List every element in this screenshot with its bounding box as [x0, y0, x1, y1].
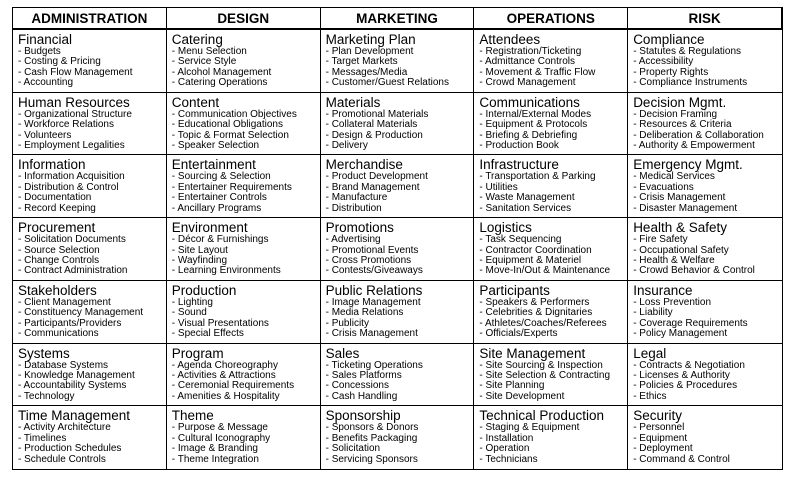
cell-item: - Product Development [325, 171, 428, 183]
cell-item: - Database Systems [18, 359, 109, 371]
cell-legal [628, 344, 782, 407]
cell-item: - Technicians [479, 453, 538, 465]
cell-item: - Client Management [18, 296, 111, 308]
cell-participants [474, 281, 628, 344]
cell-item: - Communications [18, 328, 99, 340]
cell-item: - Timelines [18, 432, 67, 444]
cell-title: Time Management [18, 408, 131, 424]
cell-item: - Decision Framing [633, 108, 718, 120]
column-header-risk: RISK [628, 8, 782, 30]
cell-item: - Command & Control [633, 453, 730, 465]
cell-technical-production [474, 406, 628, 469]
cell-item: - Communication Objectives [171, 108, 297, 120]
cell-security [628, 406, 782, 469]
cell-program [167, 344, 321, 407]
cell-item: - Visual Presentations [171, 317, 269, 329]
cell-emergency-mgmt [628, 155, 782, 218]
cell-sales [321, 344, 475, 407]
cell-information [13, 155, 167, 218]
cell-item: - Cross Promotions [325, 254, 412, 266]
cell-item: - Constituency Management [18, 307, 144, 319]
cell-infrastructure [474, 155, 628, 218]
cell-item: - Officials/Experts [479, 328, 558, 340]
cell-item: - Service Style [171, 56, 237, 68]
cell-item: - Participants/Providers [18, 317, 122, 329]
cell-title: Emergency Mgmt. [633, 157, 743, 173]
cell-item: - Activities & Attractions [171, 369, 276, 381]
cell-title: Participants [479, 282, 550, 298]
cell-title: Human Resources [18, 94, 130, 110]
cell-decision-mgmt [628, 93, 782, 156]
cell-item: - Contracts & Negotiation [633, 359, 745, 371]
cell-item: - Briefing & Debriefing [479, 129, 578, 141]
cell-item: - Sourcing & Selection [171, 171, 271, 183]
cell-title: Catering [171, 32, 223, 47]
cell-item: - Crowd Management [479, 77, 576, 89]
cell-item: - Technology [18, 390, 75, 402]
cell-title: Promotions [325, 220, 394, 236]
cell-item: - Plan Development [325, 46, 414, 57]
cell-item: - Manufacture [325, 192, 388, 204]
cell-insurance [628, 281, 782, 344]
cell-item: - Image & Branding [171, 443, 258, 455]
cell-item: - Sound [171, 307, 207, 319]
cell-item: - Deliberation & Collaboration [633, 129, 764, 141]
cell-item: - Resources & Criteria [633, 119, 732, 131]
cell-item: - Entertainer Requirements [171, 181, 292, 193]
cell-item: - Benefits Packaging [325, 432, 418, 444]
cell-item: - Topic & Format Selection [171, 129, 289, 141]
cell-item: - Operation [479, 443, 530, 455]
cell-item: - Health & Welfare [633, 254, 715, 266]
cell-item: - Task Sequencing [479, 234, 562, 246]
cell-entertainment [167, 155, 321, 218]
cell-title: Compliance [633, 32, 705, 47]
cell-item: - Sales Platforms [325, 369, 402, 381]
cell-item: - Customer/Guest Relations [325, 77, 449, 89]
cell-item: - Wayfinding [171, 254, 228, 266]
cell-item: - Change Controls [18, 254, 100, 266]
column-header-operations: OPERATIONS [474, 8, 628, 30]
cell-stakeholders [13, 281, 167, 344]
cell-item: - Ancillary Programs [171, 202, 262, 214]
cell-title: Systems [18, 345, 70, 361]
cell-item: - Transportation & Parking [479, 171, 596, 183]
cell-item: - Utilities [479, 181, 518, 193]
cell-item: - Schedule Controls [18, 453, 106, 465]
cell-compliance [628, 30, 782, 93]
cell-item: - Messages/Media [325, 66, 408, 78]
cell-item: - Costing & Pricing [18, 56, 101, 68]
cell-item: - Servicing Sponsors [325, 453, 418, 465]
cell-title: Sponsorship [325, 408, 401, 424]
cell-item: - Policies & Procedures [633, 380, 738, 392]
cell-title: Content [171, 94, 220, 110]
cell-item: - Contractor Coordination [479, 244, 592, 256]
cell-item: - Crowd Behavior & Control [633, 265, 755, 277]
cell-title: Merchandise [325, 157, 403, 173]
cell-financial [13, 30, 167, 93]
cell-item: - Registration/Ticketing [479, 46, 582, 57]
cell-item: - Design & Production [325, 129, 423, 141]
cell-materials [321, 93, 475, 156]
cell-title: Sales [325, 345, 360, 361]
cell-item: - Site Layout [171, 244, 228, 256]
cell-title: Financial [18, 32, 73, 47]
cell-item: - Disaster Management [633, 202, 738, 214]
cell-item: - Purpose & Message [171, 422, 268, 434]
cell-item: - Admittance Controls [479, 56, 575, 68]
cell-item: - Accessibility [633, 56, 694, 68]
cell-site-management [474, 344, 628, 407]
cell-title: Security [633, 408, 682, 424]
cell-item: - Equipment & Protocols [479, 119, 588, 131]
cell-item: - Concessions [325, 380, 389, 392]
cell-theme [167, 406, 321, 469]
cell-item: - Contract Administration [18, 265, 128, 277]
cell-item: - Image Management [325, 296, 421, 308]
cell-item: - Special Effects [171, 328, 244, 340]
cell-catering [167, 30, 321, 93]
cell-promotions [321, 218, 475, 281]
cell-title: Technical Production [479, 408, 604, 424]
cell-item: - Décor & Furnishings [171, 234, 269, 246]
cell-item: - Information Acquisition [18, 171, 125, 183]
domain-matrix-table [12, 7, 783, 470]
cell-item: - Statutes & Regulations [633, 46, 742, 57]
cell-item: - Cultural Iconography [171, 432, 271, 444]
cell-item: - Waste Management [479, 192, 575, 204]
cell-title: Public Relations [325, 282, 423, 298]
cell-item: - Knowledge Management [18, 369, 135, 381]
cell-procurement [13, 218, 167, 281]
cell-item: - Advertising [325, 234, 381, 246]
cell-item: - Organizational Structure [18, 108, 132, 120]
cell-attendees [474, 30, 628, 93]
cell-item: - Learning Environments [171, 265, 281, 277]
cell-title: Environment [171, 220, 248, 236]
cell-item: - Fire Safety [633, 234, 688, 246]
cell-item: - Collateral Materials [325, 119, 418, 131]
cell-title: Marketing Plan [325, 32, 416, 47]
cell-systems [13, 344, 167, 407]
cell-item: - Site Selection & Contracting [479, 369, 611, 381]
cell-title: Program [171, 345, 224, 361]
cell-item: - Production Book [479, 139, 559, 151]
cell-title: Attendees [479, 32, 541, 47]
cell-title: Entertainment [171, 157, 256, 173]
cell-item: - Promotional Events [325, 244, 419, 256]
cell-item: - Alcohol Management [171, 66, 272, 78]
cell-item: - Source Selection [18, 244, 100, 256]
cell-merchandise [321, 155, 475, 218]
cell-item: - Menu Selection [171, 46, 247, 57]
cell-item: - Educational Obligations [171, 119, 283, 131]
cell-title: Theme [171, 408, 214, 424]
cell-item: - Authority & Empowerment [633, 139, 755, 151]
cell-title: Health & Safety [633, 220, 727, 236]
cell-title: Legal [633, 345, 667, 361]
cell-item: - Site Development [479, 390, 565, 402]
cell-item: - Evacuations [633, 181, 694, 193]
column-header-design: DESIGN [167, 8, 321, 30]
cell-item: - Amenities & Hospitality [171, 390, 280, 402]
cell-item: - Accountability Systems [18, 380, 127, 392]
cell-item: - Site Sourcing & Inspection [479, 359, 603, 371]
cell-item: - Entertainer Controls [171, 192, 267, 204]
cell-title: Information [18, 157, 86, 173]
cell-item: - Crisis Management [325, 328, 418, 340]
cell-item: - Deployment [633, 443, 693, 455]
cell-item: - Volunteers [18, 129, 72, 141]
cell-item: - Brand Management [325, 181, 420, 193]
cell-content [167, 93, 321, 156]
cell-title: Infrastructure [479, 157, 559, 173]
cell-item: - Equipment & Materiel [479, 254, 582, 266]
cell-time-management [13, 406, 167, 469]
cell-title: Production [171, 282, 237, 298]
cell-item: - Distribution [325, 202, 382, 214]
cell-item: - Publicity [325, 317, 369, 329]
cell-item: - Cash Handling [325, 390, 398, 402]
cell-item: - Delivery [325, 139, 368, 151]
cell-item: - Activity Architecture [18, 422, 111, 434]
cell-item: - Site Planning [479, 380, 545, 392]
cell-public-relations [321, 281, 475, 344]
cell-item: - Move-In/Out & Maintenance [479, 265, 611, 277]
cell-item: - Workforce Relations [18, 119, 114, 131]
cell-item: - Lighting [171, 296, 213, 308]
cell-item: - Property Rights [633, 66, 709, 78]
cell-item: - Sponsors & Donors [325, 422, 419, 434]
cell-title: Communications [479, 94, 580, 110]
cell-item: - Production Schedules [18, 443, 122, 455]
cell-item: - Agenda Choreography [171, 359, 278, 371]
cell-title: Logistics [479, 220, 532, 236]
cell-item: - Solicitation [325, 443, 381, 455]
cell-title: Procurement [18, 220, 96, 236]
cell-item: - Documentation [18, 192, 92, 204]
cell-item: - Internal/External Modes [479, 108, 592, 120]
cell-item: - Theme Integration [171, 453, 259, 465]
cell-item: - Loss Prevention [633, 296, 712, 308]
cell-item: - Movement & Traffic Flow [479, 66, 596, 78]
column-header-administration: ADMINISTRATION [13, 8, 167, 30]
cell-item: - Promotional Materials [325, 108, 429, 120]
cell-item: - Media Relations [325, 307, 404, 319]
cell-item: - Licenses & Authority [633, 369, 730, 381]
column-header-marketing: MARKETING [321, 8, 475, 30]
cell-logistics [474, 218, 628, 281]
cell-item: - Record Keeping [18, 202, 96, 214]
cell-environment [167, 218, 321, 281]
cell-item: - Coverage Requirements [633, 317, 748, 329]
cell-marketing-plan [321, 30, 475, 93]
cell-communications [474, 93, 628, 156]
cell-item: - Equipment [633, 432, 688, 444]
cell-item: - Contests/Giveaways [325, 265, 423, 277]
cell-item: - Installation [479, 432, 534, 444]
cell-health-safety [628, 218, 782, 281]
cell-item: - Ceremonial Requirements [171, 380, 295, 392]
cell-title: Site Management [479, 345, 586, 361]
cell-item: - Medical Services [633, 171, 715, 183]
cell-item: - Accounting [18, 77, 74, 89]
cell-title: Decision Mgmt. [633, 94, 727, 110]
cell-item: - Celebrities & Dignitaries [479, 307, 593, 319]
cell-item: - Distribution & Control [18, 181, 119, 193]
cell-item: - Speaker Selection [171, 139, 260, 151]
cell-item: - Employment Legalities [18, 139, 125, 151]
cell-human-resources [13, 93, 167, 156]
cell-item: - Staging & Equipment [479, 422, 580, 434]
cell-item: - Catering Operations [171, 77, 268, 89]
cell-item: - Budgets [18, 46, 61, 57]
cell-item: - Policy Management [633, 328, 728, 340]
cell-item: - Cash Flow Management [18, 66, 133, 78]
cell-item: - Sanitation Services [479, 202, 572, 214]
cell-item: - Compliance Instruments [633, 77, 748, 89]
cell-item: - Solicitation Documents [18, 234, 126, 246]
cell-item: - Speakers & Performers [479, 296, 590, 308]
cell-item: - Liability [633, 307, 673, 319]
cell-item: - Ticketing Operations [325, 359, 423, 371]
cell-item: - Athletes/Coaches/Referees [479, 317, 607, 329]
cell-title: Stakeholders [18, 282, 97, 298]
cell-item: - Target Markets [325, 56, 398, 68]
cell-item: - Ethics [633, 390, 667, 402]
cell-item: - Personnel [633, 422, 685, 434]
cell-production [167, 281, 321, 344]
cell-title: Materials [325, 94, 381, 110]
cell-sponsorship [321, 406, 475, 469]
cell-title: Insurance [633, 282, 693, 298]
cell-item: - Occupational Safety [633, 244, 729, 256]
cell-item: - Crisis Management [633, 192, 726, 204]
